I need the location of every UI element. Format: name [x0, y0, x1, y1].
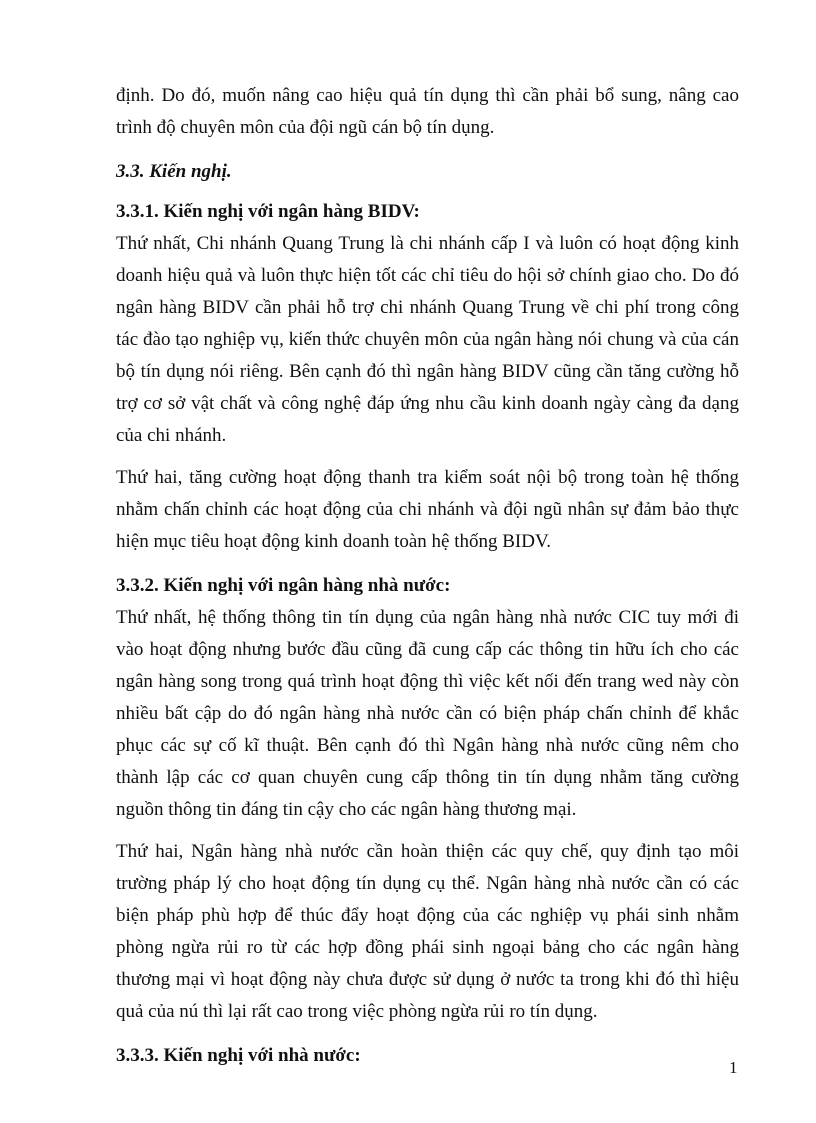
document-page	[116, 80, 739, 1072]
sbv-paragraph-2: Thứ hai, Ngân hàng nhà nước cần hoàn thiện các quy chế, quy định tạo môi trường pháp lý cho hoạt động tín dụng cụ thể. Ngân hàng nhà nước cần có các biện pháp phù hợp để thúc đẩy hoạt động của các nghiệp vụ phái sinh nhằm phòng ngừa rủi ro từ các hợp đồng phái sinh ngoại bảng cho các ngân hàng thương mại vì hoạt động này chưa được sử dụng ở nước ta trong khi đó thì hiệu quả của nú thì lại rất cao trong việc phòng ngừa rủi ro tín dụng.	[116, 841, 739, 1022]
sbv-paragraph-1: Thứ nhất, hệ thống thông tin tín dụng của ngân hàng nhà nước CIC tuy mới đi vào hoạt động nhưng bước đầu cũng đã cung cấp các thông tin hữu ích cho các ngân hàng song trong quá trình hoạt động thì việc kết nối đến trang wed này còn nhiều bất cập do đó ngân hàng nhà nước cần có biện pháp chấn chỉnh để khắc phục các sự cố kĩ thuật. Bên cạnh đó thì Ngân hàng nhà nước cũng nêm cho thành lập các cơ quan chuyên cung cấp thông tin tín dụng nhằm tăng cường nguồn thông tin đáng tin cậy cho các ngân hàng thương mại.	[116, 607, 739, 820]
section-3-3-3-heading: 3.3.3. Kiến nghị với nhà nước:	[116, 1045, 361, 1066]
bidv-paragraph-1: Thứ nhất, Chi nhánh Quang Trung là chi nhánh cấp I và luôn có hoạt động kinh doanh hiệu quả và luôn thực hiện tốt các chỉ tiêu do hội sở chính giao cho. Do đó ngân hàng BIDV cần phải hỗ trợ chi nhánh Quang Trung về chi phí trong công tác đào tạo nghiệp vụ, kiến thức chuyên môn của ngân hàng nói chung và của cán bộ tín dụng nói riêng. Bên cạnh đó thì ngân hàng BIDV cũng cần tăng cường hỗ trợ cơ sở vật chất và công nghệ đáp ứng nhu cầu kinh doanh ngày càng đa dạng của chi nhánh.	[116, 233, 739, 446]
section-3-3-heading: 3.3. Kiến nghị.	[116, 161, 232, 182]
page-number: 1	[729, 1058, 738, 1077]
section-3-3-2-heading: 3.3.2. Kiến nghị với ngân hàng nhà nước:	[116, 575, 451, 596]
intro-paragraph: định. Do đó, muốn nâng cao hiệu quả tín dụng thì cần phải bổ sung, nâng cao trình độ chuyên môn của đội ngũ cán bộ tín dụng.	[116, 85, 739, 138]
section-3-3-1-heading: 3.3.1. Kiến nghị với ngân hàng BIDV:	[116, 201, 420, 222]
bidv-paragraph-2: Thứ hai, tăng cường hoạt động thanh tra kiểm soát nội bộ trong toàn hệ thống nhằm chấn chỉnh các hoạt động của chi nhánh và đội ngũ nhân sự đảm bảo thực hiện mục tiêu hoạt động kinh doanh toàn hệ thống BIDV.	[116, 467, 739, 552]
